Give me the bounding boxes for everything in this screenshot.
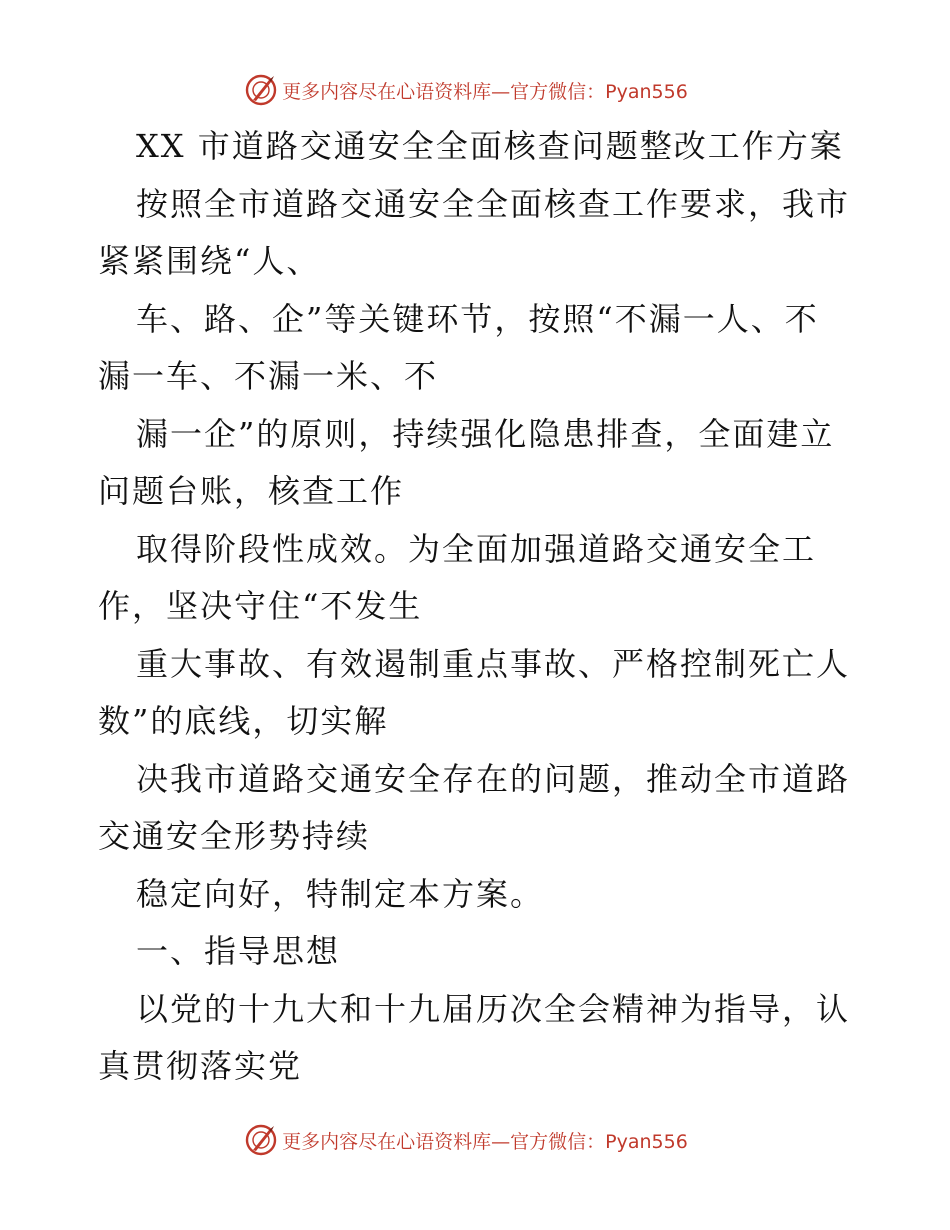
wechat-id: Pyan556 [605, 1130, 688, 1153]
footer-banner-text: 更多内容尽在心语资料库—官方微信：Pyan556 [282, 1130, 688, 1153]
text-line: 决我市道路交通安全存在的问题，推动全市道路 [136, 759, 851, 798]
text-line: 漏一企”的原则，持续强化隐患排查，全面建立 [136, 414, 835, 453]
document-title: XX 市道路交通安全全面核查问题整改工作方案 [136, 127, 844, 165]
header-banner [0, 70, 950, 110]
text-line: 紧紧围绕“人、 [98, 242, 321, 280]
text-line: 取得阶段性成效。为全面加强道路交通安全工 [136, 529, 817, 568]
text-line: 真贯彻落实党 [98, 1047, 303, 1085]
text-line: 交通安全形势持续 [98, 817, 371, 855]
wechat-id: Pyan556 [605, 80, 688, 103]
document-body [98, 118, 858, 1096]
text-line: 以党的十九大和十九届历次全会精神为指导，认 [136, 989, 851, 1028]
text-line: 按照全市道路交通安全全面核查工作要求，我市 [136, 184, 851, 223]
text-line: 一、指导思想 [136, 932, 341, 970]
text-line: 问题台账，核查工作 [98, 472, 405, 510]
text-line: 漏一车、不漏一米、不 [98, 357, 439, 395]
footer-banner [0, 1120, 950, 1160]
text-line: 稳定向好，特制定本方案。 [136, 874, 545, 913]
text-line: 车、路、企”等关键环节，按照“不漏一人、不 [136, 299, 819, 338]
brand-logo-icon [244, 1123, 278, 1157]
text-line: 数”的底线，切实解 [98, 702, 389, 740]
brand-logo-icon [244, 73, 278, 107]
text-line: 重大事故、有效遏制重点事故、严格控制死亡人 [136, 644, 851, 683]
header-banner-text: 更多内容尽在心语资料库—官方微信：Pyan556 [282, 80, 688, 103]
text-line: 作，坚决守住“不发生 [98, 587, 423, 625]
